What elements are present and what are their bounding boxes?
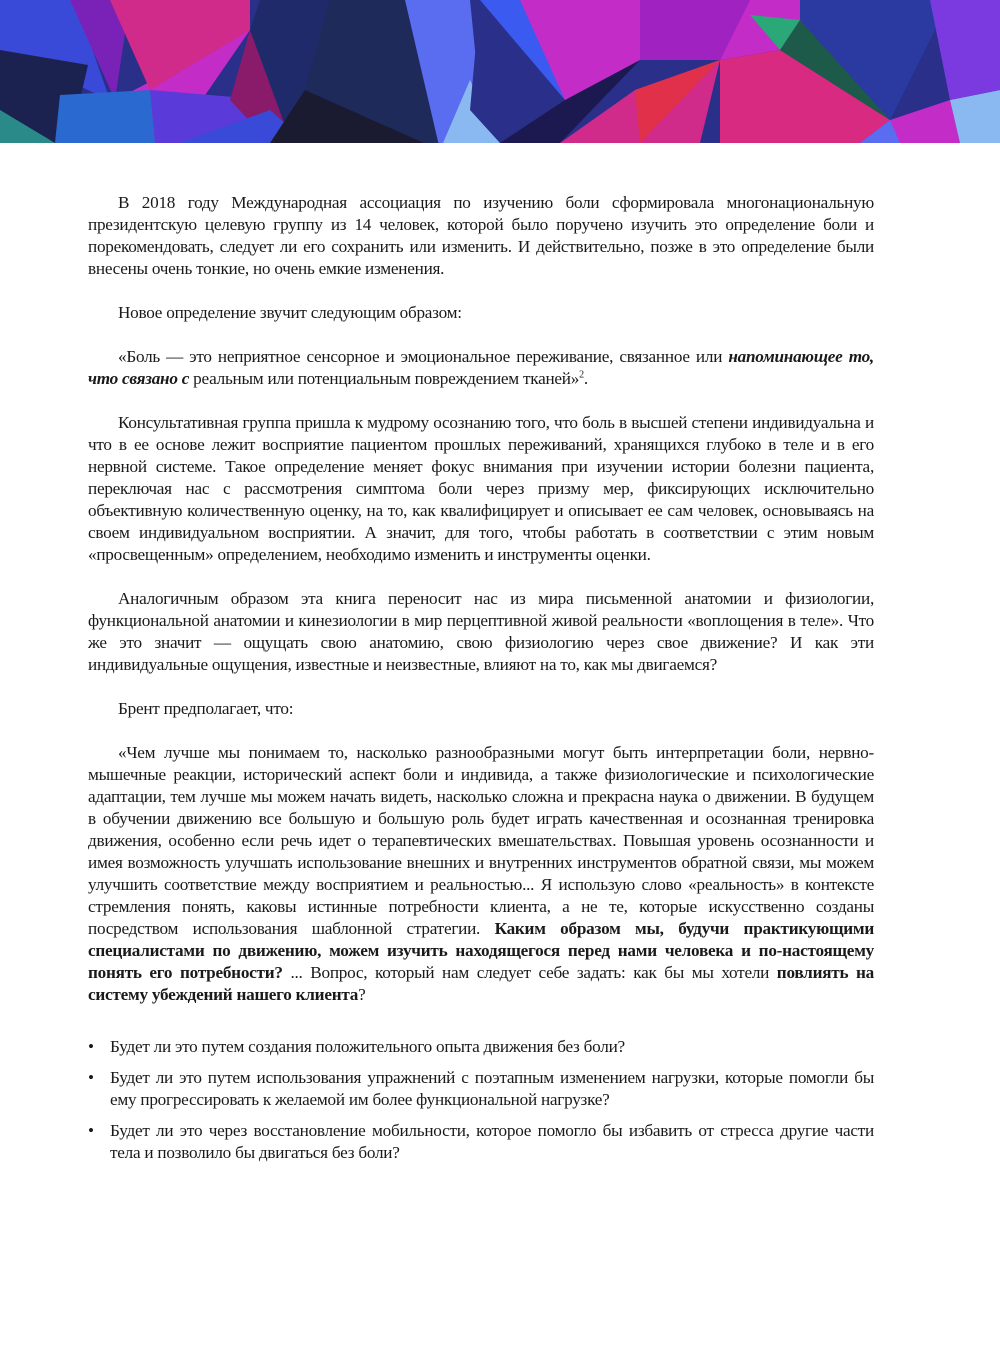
quote-period: . [583,369,588,388]
pain-definition-quote [88,346,874,390]
list-item [88,1120,874,1164]
decorative-polygon-banner [0,0,1000,143]
paragraph-5: Аналогичным образом эта книга переносит нас из мира письменной анатомии и физиологии, функциональной анатомии и кинезиологии в мир перцептивной живой реальности «воплощения в теле». Что же это значит — ощущать свою анатомию, свою физиологию через свое движение? И как эти индивидуальные ощущения, известные и неизвестные, влияют на то, как мы двигаемся? [88,589,874,674]
brent-quote-text-2: ... Вопрос, который нам следует себе задать: как бы мы хотели [282,963,777,982]
brent-quote-text: «Чем лучше мы понимаем то, насколько разнообразными могут быть интерпретации боли, нервно-мышечные реакции, исторический аспект боли и индивида, а также физиологические и психологические адаптации, тем лучше мы можем начать видеть, насколько сложна и прекрасна наука о движении. В будущем в обучении движению все большую и большую роль будет играть качественная и осознанная тренировка движения, особенно если речь идет о терапевтических вмешательствах. Повышая уровень осознанности и имея возможность улучшать использование внешних и внутренних инструментов обратной связи, мы можем улучшить соответствие между восприятием и реальностью... Я использую слово «реальность» в контексте стремления понять, каковы истинные потребности клиента, а не те, которые искусственно созданы посредством использования шаблонной стратегии. [88,743,874,938]
question-list [88,1036,874,1164]
paragraph-6: Брент предполагает, что: [118,699,294,718]
list-item-text: Будет ли это путем создания положительного опыта движения без боли? [110,1037,625,1056]
brent-quote-bold-1: Каким образом мы, будучи практикующими специалистами по движению, можем изучить находящегося перед нами человека и по-настоящему понять его потребности? [88,919,875,982]
list-item-text: Будет ли это через восстановление мобильности, которое помогло бы избавить от стресса другие части тела и позволило бы двигаться без боли? [110,1121,874,1162]
list-item [88,1036,874,1058]
list-item-text: Будет ли это путем использования упражнений с поэтапным изменением нагрузки, которые помогли бы ему прогрессировать к желаемой им более функциональной нагрузке? [110,1068,874,1109]
quote-text: «Боль — это неприятное сенсорное и эмоциональное переживание, связанное или [118,347,729,366]
quote-emphasis: напоминающее то, что связано с [88,347,874,388]
list-item [88,1067,874,1111]
brent-quote-end: ? [358,985,366,1004]
paragraph-2: Новое определение звучит следующим образом: [118,303,462,322]
paragraph-4: Консультативная группа пришла к мудрому осознанию того, что боль в высшей степени индивидуальна и что в ее основе лежит восприятие пациентом прошлых переживаний, хранящихся глубоко в теле и в его нервной системе. Такое определение меняет фокус внимания при изучении истории болезни пациента, переключая нас с рассмотрения симптома боли через призму мер, фиксирующих исключительно объективную количественную оценку, на то, как квалифицирует и описывает ее сам человек, основываясь на своем индивидуальном восприятии. А значит, для того, чтобы работать в соответствии с этим новым «просвещенным» определением, необходимо изменить и инструменты оценки. [88,413,874,564]
paragraph-1: В 2018 году Международная ассоциация по изучению боли сформировала многонациональную президентскую целевую группу из 14 человек, которой было поручено изучить это определение боли и порекомендовать, следует ли его сохранить или изменить. И действительно, позже в это определение были внесены очень тонкие, но очень емкие изменения. [88,193,874,278]
brent-quote-bold-2: повлиять на систему убеждений нашего клиента [88,963,874,1004]
bullet-icon: • [88,1037,94,1056]
document-body [88,192,874,1173]
footnote-ref: 2 [579,369,584,381]
bullet-icon: • [88,1121,94,1140]
brent-quote [88,742,874,1006]
quote-text-end: реальным или потенциальным повреждением тканей» [189,369,580,388]
bullet-icon: • [88,1068,94,1087]
